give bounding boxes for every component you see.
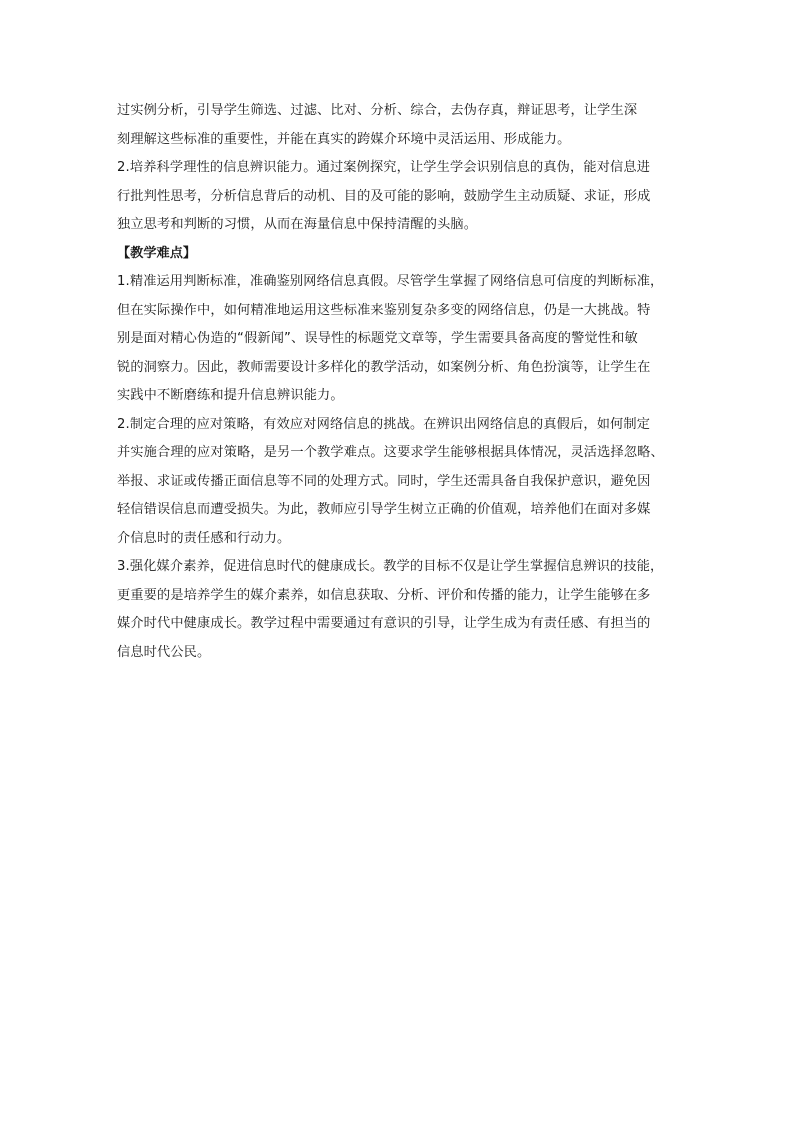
text-line: 1.精准运用判断标准，准确鉴别网络信息真假。尽管学生掌握了网络信息可信度的判断标准， <box>117 274 664 289</box>
text-line: 举报、求证或传播正面信息等不同的处理方式。同时，学生还需具备自我保护意识，避免因 <box>117 473 651 489</box>
text-line: 实践中不断磨练和提升信息辨识能力。 <box>117 388 344 403</box>
difficulty-heading: 【教学难点】 <box>117 245 197 261</box>
text-line: 并实施合理的应对策略，是另一个教学难点。这要求学生能够根据具体情况，灵活选择忽略、 <box>117 445 664 460</box>
text-line: 介信息时的责任感和行动力。 <box>117 530 291 546</box>
intro-paragraph <box>117 97 677 154</box>
difficulty-2-paragraph <box>117 411 677 554</box>
text-line: 锐的洞察力。因此，教师需要设计多样化的教学活动，如案例分析、角色扮演等，让学生在 <box>117 359 651 375</box>
text-line: 媒介时代中健康成长。教学过程中需要通过有意识的引导，让学生成为有责任感、有担当的 <box>117 616 651 631</box>
text-line: 别是面对精心伪造的“假新闻”、误导性的标题党文章等，学生需要具备高度的警觉性和敏 <box>117 331 638 346</box>
text-line: 更重要的是培养学生的媒介素养，如信息获取、分析、评价和传播的能力，让学生能够在多 <box>117 587 651 603</box>
text-line: 2.培养科学理性的信息辨识能力。通过案例探究，让学生学会识别信息的真伪，能对信息进 <box>117 160 651 175</box>
text-line: 信息时代公民。 <box>117 644 211 660</box>
key-point-2-paragraph <box>117 154 677 240</box>
text-line: 过实例分析，引导学生筛选、过滤、比对、分析、综合，去伪存真，辩证思考，让学生深 <box>117 103 638 118</box>
difficulty-3-paragraph <box>117 553 677 667</box>
text-line: 刻理解这些标准的重要性，并能在真实的跨媒介环境中灵活运用、形成能力。 <box>117 131 571 147</box>
text-line: 但在实际操作中，如何精准地运用这些标准来鉴别复杂多变的网络信息，仍是一大挑战。特 <box>117 302 651 318</box>
text-line: 3.强化媒介素养，促进信息时代的健康成长。教学的目标不仅是让学生掌握信息辨识的技能， <box>117 559 664 574</box>
text-line: 独立思考和判断的习惯，从而在海量信息中保持清醒的头脑。 <box>117 217 478 232</box>
text-line: 2.制定合理的应对策略，有效应对网络信息的挑战。在辨识出网络信息的真假后，如何制定 <box>117 416 651 432</box>
text-line: 行批判性思考，分析信息背后的动机、目的及可能的影响，鼓励学生主动质疑、求证，形成 <box>117 188 651 204</box>
document-page <box>117 97 677 667</box>
difficulty-1-paragraph <box>117 268 677 411</box>
text-line: 轻信错误信息而遭受损失。为此，教师应引导学生树立正确的价值观，培养他们在面对多媒 <box>117 502 651 517</box>
